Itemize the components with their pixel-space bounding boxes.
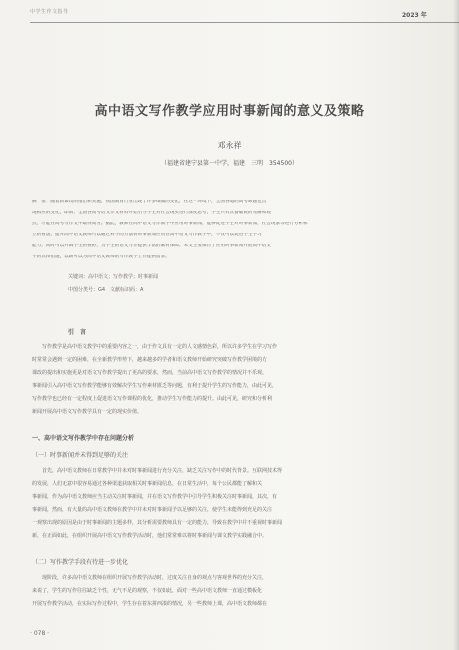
classification: 中图分类号：G4 文献标识码：A (68, 287, 144, 293)
body-line: 来说了，学生的写作往往缺乏个性，无气不足的观察，不仅如此，面对一些高中语文教师一直通过模板化 (32, 588, 263, 594)
body-line: 课改的提出和实施更是对语文写作教学提出了更高的要求，然而，当前高中语文写作教学的情况并不乐观。 (32, 370, 268, 376)
year-header: 2023 年 (402, 12, 427, 19)
body-line: 现阶段，许多高中语文教师在组织开展写作教学活动时，过度关注自身的观点与客观世界的充分关注， (42, 575, 268, 581)
abstract-line: 摘 要：随着新课改的推出和实施，我国教育行业出现了许多细微的变化，在这一环境下，全国各地的高考命题也出 (32, 200, 267, 204)
body-line: 的发展，人们无意中很容易通过各种渠道获取相关时事新闻信息，在日常生活中，每个公民都能了解和关 (32, 481, 263, 487)
article-title: 高中语文写作教学应用时事新闻的意义及策略 (94, 104, 365, 119)
header-rule (30, 22, 459, 23)
article-author: 邓永祥 (217, 141, 242, 150)
body-line: 事新闻引入高中语文写作教学能够有效解决学生写作素材匮乏等问题，有利于提升学生的写作能力，由此可见， (32, 383, 278, 389)
body-line: 新闻开展高中语文写作教学具有一定的现实价值。 (32, 409, 143, 415)
journal-header: 中学生作文指导 (30, 9, 69, 15)
keywords: 关键词：高中语文；写作教学；时事新闻 (68, 274, 159, 280)
body-line: 首先，高中语文教师在日常教学中并未对时事新闻进行充分关注，缺乏关注写作中的时代背景。互联网技术得 (42, 468, 283, 474)
body-line: 开展写作教学活动，在实际写作过程中，学生存在着东拼西凑的情况，另一些教师上课，高中语文教师都在 (32, 601, 268, 607)
page-number: · 078 · (30, 630, 50, 637)
abstract-line: 现相应的变化，即新、全国各高考语文作文材料开始引导学生对社会现实进行深度思考，学生只有具备敏锐的见解和观 (32, 211, 271, 215)
body-line: 新，在正面如此，在组织开展高中语文写作教学活动时，他们常常难以将时事新闻与课文教学实践融合中。 (32, 533, 268, 539)
body-line: 事新闻，然而，有大量的高中语文教师在教学中并未对时事新闻予以足够的关注，使学生未能得到充足的关注 (32, 507, 273, 513)
abstract-line: 能力，同时可以开阔学生的视野，为学生的语文写作提供丰富的素材保障。本文主要探讨了应用时事新闻开展高中语文 (32, 244, 271, 248)
subsection-heading: （二）写作教学手段有待进一步优化 (32, 559, 129, 566)
author-affiliation: （福建省建宁县第一中学，福建 三明 354500） (161, 160, 298, 167)
page-edge-shadow (453, 0, 459, 650)
body-line: 写作教学是高中语文教学中的重要内容之一，由于作文具有一定的人文感情色彩，所以许多学生在学习写作 (42, 344, 278, 350)
body-line: 一观察出现的原因是由于时事新闻的主题多样，其分析需要教师具有一定的能力，导致在教学中并不重视时事新闻 (32, 520, 283, 526)
abstract-line: 点，才能在高考写作文中取得高分。据此，教师在高中语文写作教学中应用时事新闻，能够促进学生对时事新闻，社会现象等进行分析和 (32, 222, 308, 226)
body-line: 事新闻，作为高中语文教师应当主动关注时事新闻，并在语文写作教学中引导学生积极关注时事新闻，其次，有 (32, 494, 278, 500)
abstract-line: 学的具体措施，以期可以为高中语文教师的写作教学工作提供借鉴。 (32, 255, 170, 259)
section-heading: 一、高中语文写作教学中存在问题分析 (32, 435, 135, 442)
body-line: 写作教学也已经有一定程度上促进语文写作课程的优化，推动学生写作能力的提升。由此可见，研究和分析利 (32, 396, 273, 402)
intro-heading: 引 言 (68, 329, 87, 336)
body-line: 时常常会遇到一定的困难，在全新教学形势下，越来越多的学者和语文教师开始研究突破写作教学困境的方 (32, 357, 268, 363)
subsection-heading: （一）时事新闻并未得到足够的关注 (32, 452, 129, 459)
abstract-line: 立的看法，提升高中语文教师可以通过科学的方法将时事新闻应用在高中语文写作教学中，不仅可以促进学生学习 (32, 233, 262, 237)
